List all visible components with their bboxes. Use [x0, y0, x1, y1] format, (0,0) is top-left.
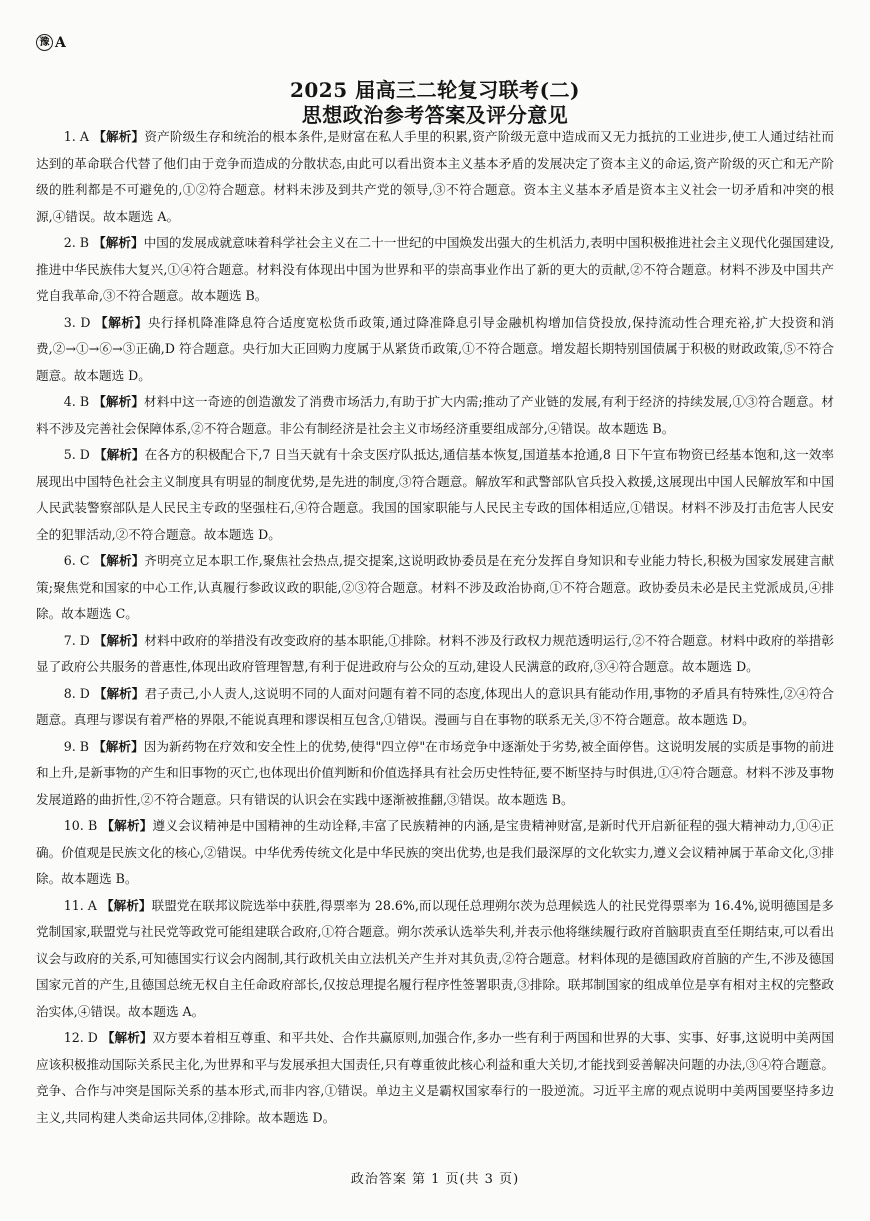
- version-letter: A: [55, 34, 66, 51]
- analysis-tag: 【解析】: [93, 685, 145, 701]
- analysis-tag: 【解析】: [93, 632, 145, 648]
- analysis-text: 双方要本着相互尊重、和平共处、合作共赢原则,加强合作,多办一些有利于两国和世界的大事、实事、好事,这说明中美两国应该积极推动国际关系民主化,为世界和平与发展承担大国责任,只有尊重彼此核心利益和重大关切,才能找到妥善解决问题的办法,③④符合题意。竞争、合作与冲突是国际关系的基本形式,而非内容,①错误。单边主义是霸权国家奉行的一股逆流。习近平主席的观点说明中美两国要坚持多边主义,共同构建人类命运共同体,②排除。故本题选 D。: [36, 1030, 834, 1125]
- page-footer: 政治答案 第 1 页(共 3 页): [350, 1172, 520, 1187]
- answer-number: 7. D: [63, 632, 90, 648]
- answer-item: [36, 230, 834, 310]
- analysis-text: 因为新药物在疗效和安全性上的优势,使得"四立停"在市场竞争中逐渐处于劣势,被全面停售。这说明发展的实质是事物的前进和上升,是新事物的产生和旧事物的灭亡,也体现出价值判断和价值选择具有社会历史性特征,要不断坚持与时俱进,①④符合题意。材料不涉及事物发展道路的曲折性,②不符合题意。只有错误的认识会在实践中逐渐被推翻,③错误。故本题选 B。: [36, 738, 835, 807]
- analysis-tag: 【解析】: [94, 314, 148, 330]
- analysis-tag: 【解析】: [93, 235, 144, 250]
- paper-version-mark: [36, 34, 66, 51]
- analysis-text: 在各方的积极配合下,7 日当天就有十余支医疗队抵达,通信基本恢复,国道基本抢通,8 日下午宣布物资已经基本饱和,这一效率展现出中国特色社会主义制度具有明显的制度优势,是先进的制度,③符合题意。解放军和武警部队官兵投入救援,这展现出中国人民解放军和中国人民武装警察部队是人民民主专政的坚强柱石,④符合题意。我国的国家职能与人民民主专政的国体相适应,①错误。材料不涉及打击危害人民安全的犯罪活动,②不符合题意。故本题选 D。: [36, 447, 835, 542]
- answer-number: 2. B: [63, 235, 90, 250]
- answer-number: 4. B: [63, 394, 90, 409]
- answer-item: [36, 548, 834, 628]
- answer-item: [36, 681, 834, 734]
- answer-item: [36, 389, 834, 442]
- analysis-tag: 【解析】: [93, 738, 144, 754]
- answer-item: [36, 813, 834, 893]
- analysis-tag: 【解析】: [101, 818, 153, 833]
- circled-province-mark: 豫: [36, 34, 53, 51]
- analysis-text: 中国的发展成就意味着科学社会主义在二十一世纪的中国焕发出强大的生机活力,表明中国积极推进社会主义现代化强国建设,推进中华民族伟大复兴,①④符合题意。材料没有体现出中国为世界和平的崇高事业作出了新的更大的贡献,②不符合题意。材料不涉及中国共产党自我革命,③不符合题意。故本题选 B。: [36, 235, 835, 303]
- analysis-tag: 【解析】: [101, 1030, 153, 1045]
- analysis-tag: 【解析】: [93, 129, 145, 144]
- analysis-text: 联盟党在联邦议院选举中获胜,得票率为 28.6%,而以现任总理朔尔茨为总理候选人的社民党得票率为 16.4%,说明德国是多党制国家,联盟党与社民党等政党可能组建联合政府,①符合题意。朔尔茨承认选举失利,并表示他将继续履行政府首脑职责直至任期结束,可以看出议会与政府的关系,可知德国实行议会内阁制,其行政机关由立法机关产生并对其负责,②符合题意。材料体现的是德国政府首脑的产生,不涉及德国国家元首的产生,且德国总统无权自主任命政府部长,仅按总理提名履行程序性签署职责,③排除。联邦制国家的组成单位是享有相对主权的完整政治实体,④错误。故本题选 A。: [36, 897, 834, 1019]
- answer-number: 11. A: [63, 897, 97, 913]
- analysis-text: 齐明亮立足本职工作,聚焦社会热点,提交提案,这说明政协委员是在充分发挥自身知识和专业能力特长,积极为国家发展建言献策;聚焦党和国家的中心工作,认真履行参政议政的职能,②③符合题意。材料不涉及政治协商,①不符合题意。政协委员未必是民主党派成员,④排除。故本题选 C。: [36, 553, 834, 621]
- analysis-tag: 【解析】: [93, 447, 145, 462]
- analysis-tag: 【解析】: [93, 553, 145, 568]
- answer-number: 9. B: [63, 738, 90, 754]
- answer-number: 12. D: [63, 1030, 98, 1045]
- analysis-text: 遵义会议精神是中国精神的生动诠释,丰富了民族精神的内涵,是宝贵精神财富,是新时代开启新征程的强大精神动力,①④正确。价值观是民族文化的核心,②错误。中华优秀传统文化是中华民族的突出优势,也是我们最深厚的文化软实力,遵义会议精神属于革命文化,③排除。故本题选 B。: [36, 818, 835, 886]
- header: [0, 78, 870, 127]
- analysis-text: 君子责己,小人责人,这说明不同的人面对问题有着不同的态度,体现出人的意识具有能动作用,事物的矛盾具有特殊性,②④符合题意。真理与谬误有着严格的界限,不能说真理和谬误相互包含,①错误。漫画与自在事物的联系无关,③不符合题意。故本题选 D。: [36, 685, 834, 727]
- analysis-text: 资产阶级生存和统治的根本条件,是财富在私人手里的积累,资产阶级无意中造成而又无力抵抗的工业进步,使工人通过结社而达到的革命联合代替了他们由于竞争而造成的分散状态,由此可以看出资本主义基本矛盾的发展决定了资本主义的命运,资产阶级的灭亡和无产阶级的胜利都是不可避免的,①②符合题意。材料未涉及到共产党的领导,③不符合题意。资本主义基本矛盾是资本主义社会一切矛盾和冲突的根源,④错误。故本题选 A。: [36, 129, 835, 224]
- answer-number: 6. C: [63, 553, 90, 568]
- answer-item: [36, 124, 834, 230]
- answer-item: [36, 1025, 834, 1131]
- analysis-tag: 【解析】: [100, 897, 152, 913]
- analysis-tag: 【解析】: [93, 394, 145, 409]
- analysis-text: 央行择机降准降息符合适度宽松货币政策,通过降准降息引导金融机构增加信贷投放,保持流动性合理充裕,扩大投资和消费,②→①→⑥→③正确,D 符合题意。央行加大正回购力度属于从紧货币政策,①不符合题意。增发超长期特别国债属于积极的财政政策,⑤不符合题意。故本题选 D。: [36, 314, 834, 383]
- answer-item: [36, 310, 834, 390]
- answer-item: [36, 442, 834, 548]
- answer-number: 10. B: [63, 818, 98, 833]
- answer-number: 8. D: [63, 685, 90, 701]
- page-title: 2025 届高三二轮复习联考(二): [289, 78, 581, 102]
- answer-item: [36, 628, 834, 681]
- answer-item: [36, 893, 834, 1026]
- answer-number: 3. D: [63, 314, 91, 330]
- answer-item: [36, 734, 834, 814]
- answer-list: [36, 124, 834, 1131]
- answer-number: 1. A: [63, 129, 90, 144]
- page-subtitle: 思想政治参考答案及评分意见: [301, 103, 569, 127]
- analysis-text: 材料中这一奇迹的创造激发了消费市场活力,有助于扩大内需;推动了产业链的发展,有利于经济的持续发展,①③符合题意。材料不涉及完善社会保障体系,②不符合题意。非公有制经济是社会主义市场经济重要组成部分,④错误。故本题选 B。: [36, 394, 834, 436]
- analysis-text: 材料中政府的举措没有改变政府的基本职能,①排除。材料不涉及行政权力规范透明运行,②不符合题意。材料中政府的举措彰显了政府公共服务的普惠性,体现出政府管理智慧,有利于促进政府与公众的互动,建设人民满意的政府,③④符合题意。故本题选 D。: [36, 632, 834, 674]
- answer-number: 5. D: [63, 447, 90, 462]
